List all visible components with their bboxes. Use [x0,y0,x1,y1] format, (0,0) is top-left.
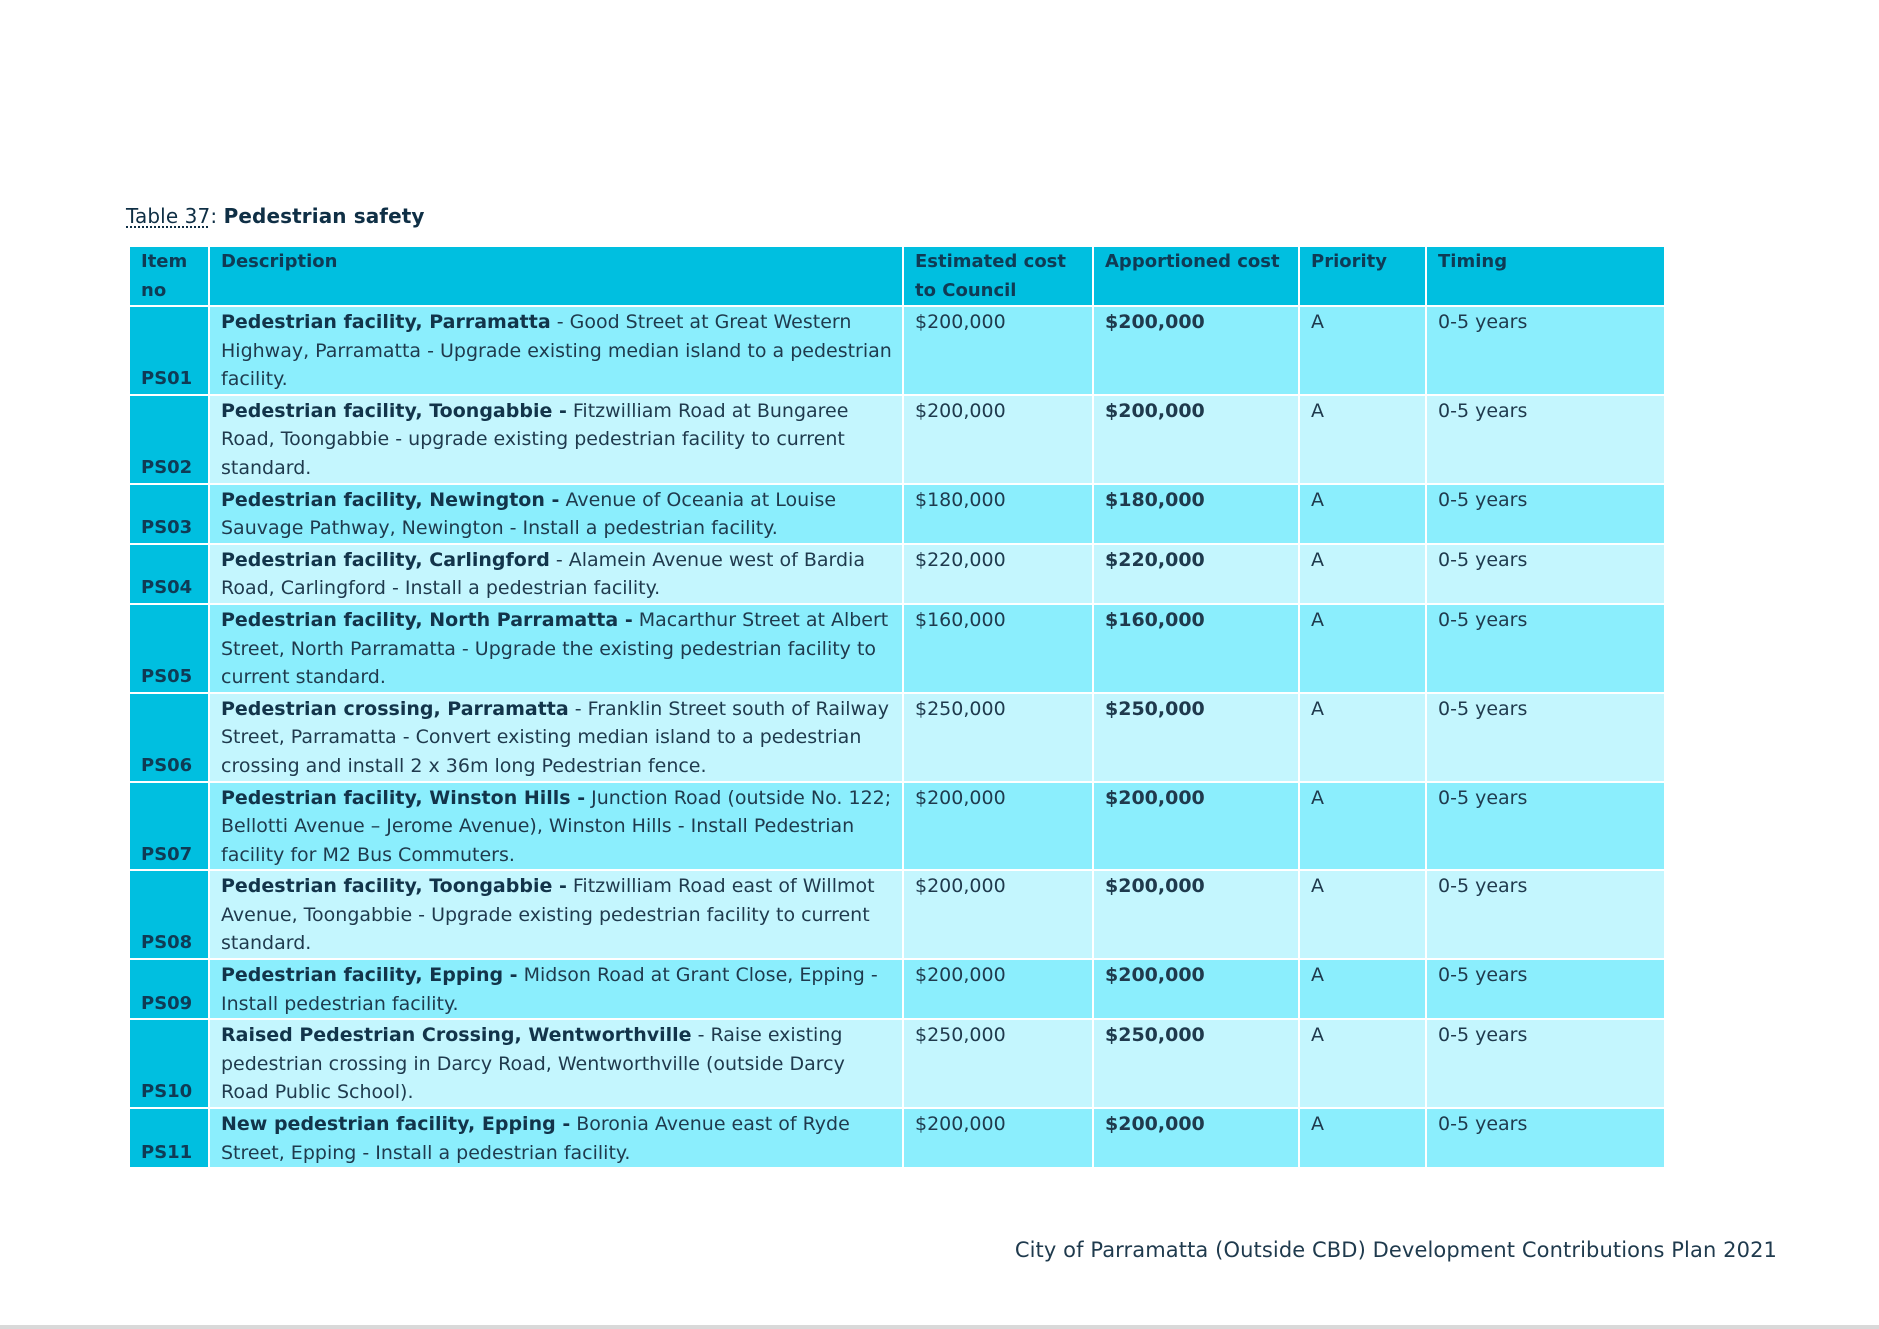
estimated-cost-cell: $220,000 [903,544,1093,604]
pedestrian-safety-table [128,245,1666,1169]
timing-cell: 0-5 years [1426,782,1665,871]
priority-cell: A [1299,782,1426,871]
priority-cell: A [1299,395,1426,484]
apportioned-cost-cell: $250,000 [1093,1019,1299,1108]
priority-cell: A [1299,1108,1426,1168]
apportioned-cost-cell: $200,000 [1093,306,1299,395]
timing-cell: 0-5 years [1426,959,1665,1019]
description-cell [209,604,903,693]
description-cell [209,484,903,544]
timing-cell: 0-5 years [1426,604,1665,693]
description-lead: Pedestrian facility, Carlingford [221,548,550,571]
header-priority: Priority [1299,246,1426,306]
item-no-cell: PS06 [129,693,209,782]
table-row [129,782,1665,871]
estimated-cost-cell: $200,000 [903,1108,1093,1168]
priority-cell: A [1299,870,1426,959]
table-row [129,544,1665,604]
timing-cell: 0-5 years [1426,693,1665,782]
description-lead: Pedestrian crossing, Parramatta [221,697,569,720]
description-lead: Pedestrian facility, Winston Hills - [221,786,586,809]
apportioned-cost-cell: $250,000 [1093,693,1299,782]
apportioned-cost-cell: $220,000 [1093,544,1299,604]
description-cell [209,544,903,604]
description-lead: Pedestrian facility, Parramatta [221,311,551,333]
table-caption [126,204,425,228]
priority-cell: A [1299,544,1426,604]
header-row [129,246,1665,306]
apportioned-cost-cell: $200,000 [1093,870,1299,959]
apportioned-cost-cell: $160,000 [1093,604,1299,693]
description-text: Midson Road at Grant Close, Epping - Install pedestrian facility. [221,964,878,1015]
description-text: - Good Street at Great Western Highway, Parramatta - Upgrade existing median island to a pedestrian facility. [221,311,892,391]
timing-cell: 0-5 years [1426,395,1665,484]
description-cell [209,1108,903,1168]
table-row [129,1019,1665,1108]
table-caption-separator: : [210,204,224,228]
table-row [129,604,1665,693]
description-text: Macarthur Street at Albert Street, North Parramatta - Upgrade the existing pedestrian facility to current standard. [221,608,889,689]
priority-cell: A [1299,1019,1426,1108]
description-cell [209,1019,903,1108]
description-lead: Raised Pedestrian Crossing, Wentworthville [221,1024,692,1047]
priority-cell: A [1299,604,1426,693]
priority-cell: A [1299,484,1426,544]
description-text: Fitzwilliam Road east of Willmot Avenue, Toongabbie - Upgrade existing pedestrian facility to current standard. [221,875,875,955]
estimated-cost-cell: $200,000 [903,870,1093,959]
description-lead: New pedestrian facility, Epping - [221,1113,571,1136]
header-description: Description [209,246,903,306]
timing-cell: 0-5 years [1426,544,1665,604]
description-cell [209,306,903,395]
estimated-cost-cell: $160,000 [903,604,1093,693]
description-text: - Raise existing pedestrian crossing in Darcy Road, Wentworthville (outside Darcy Road Public School). [221,1024,845,1104]
description-text: Fitzwilliam Road at Bungaree Road, Toongabbie - upgrade existing pedestrian facility to current standard. [221,399,849,479]
description-cell [209,693,903,782]
header-estimated-cost: Estimated cost to Council [903,246,1093,306]
description-lead: Pedestrian facility, North Parramatta - [221,608,633,631]
timing-cell: 0-5 years [1426,484,1665,544]
description-lead: Pedestrian facility, Epping - [221,964,518,987]
header-item-no: Item no [129,246,209,306]
priority-cell: A [1299,959,1426,1019]
table-caption-title: Pedestrian safety [223,204,425,228]
item-no-cell: PS07 [129,782,209,871]
table-caption-label: Table 37 [126,204,211,228]
priority-cell: A [1299,306,1426,395]
description-cell [209,959,903,1019]
table-row [129,959,1665,1019]
description-lead: Pedestrian facility, Newington - [221,488,560,511]
timing-cell: 0-5 years [1426,1019,1665,1108]
item-no-cell: PS05 [129,604,209,693]
description-lead: Pedestrian facility, Toongabbie - [221,399,567,422]
priority-cell: A [1299,693,1426,782]
item-no-cell: PS09 [129,959,209,1019]
estimated-cost-cell: $250,000 [903,1019,1093,1108]
item-no-cell: PS02 [129,395,209,484]
description-text: Junction Road (outside No. 122; Bellotti Avenue – Jerome Avenue), Winston Hills - Install Pedestrian facility for M2 Bus Commuters. [221,786,892,866]
table-body [129,306,1665,1168]
table-row [129,870,1665,959]
apportioned-cost-cell: $180,000 [1093,484,1299,544]
description-text: - Franklin Street south of Railway Street, Parramatta - Convert existing median island to a pedestrian crossing and install 2 x 36m long Pedestrian fence. [221,697,889,777]
item-no-cell: PS10 [129,1019,209,1108]
description-text: - Alamein Avenue west of Bardia Road, Carlingford - Install a pedestrian facility. [221,548,865,600]
timing-cell: 0-5 years [1426,1108,1665,1168]
item-no-cell: PS01 [129,306,209,395]
header-timing: Timing [1426,246,1665,306]
apportioned-cost-cell: $200,000 [1093,1108,1299,1168]
table-header [129,246,1665,306]
description-text: Boronia Avenue east of Ryde Street, Epping - Install a pedestrian facility. [221,1113,850,1164]
description-cell [209,395,903,484]
page-bottom-rule [0,1325,1879,1329]
estimated-cost-cell: $250,000 [903,693,1093,782]
description-cell [209,782,903,871]
item-no-cell: PS11 [129,1108,209,1168]
estimated-cost-cell: $200,000 [903,306,1093,395]
item-no-cell: PS03 [129,484,209,544]
timing-cell: 0-5 years [1426,306,1665,395]
apportioned-cost-cell: $200,000 [1093,959,1299,1019]
header-apportioned-cost: Apportioned cost [1093,246,1299,306]
estimated-cost-cell: $200,000 [903,395,1093,484]
apportioned-cost-cell: $200,000 [1093,782,1299,871]
description-cell [209,870,903,959]
table-row [129,395,1665,484]
estimated-cost-cell: $180,000 [903,484,1093,544]
document-footer: City of Parramatta (Outside CBD) Development Contributions Plan 2021 [1014,1238,1777,1262]
table-row [129,1108,1665,1168]
item-no-cell: PS08 [129,870,209,959]
description-text: Avenue of Oceania at Louise Sauvage Pathway, Newington - Install a pedestrian facility. [221,488,837,540]
estimated-cost-cell: $200,000 [903,959,1093,1019]
description-lead: Pedestrian facility, Toongabbie - [221,875,567,898]
table-row [129,306,1665,395]
item-no-cell: PS04 [129,544,209,604]
timing-cell: 0-5 years [1426,870,1665,959]
estimated-cost-cell: $200,000 [903,782,1093,871]
apportioned-cost-cell: $200,000 [1093,395,1299,484]
table-row [129,693,1665,782]
table-row [129,484,1665,544]
